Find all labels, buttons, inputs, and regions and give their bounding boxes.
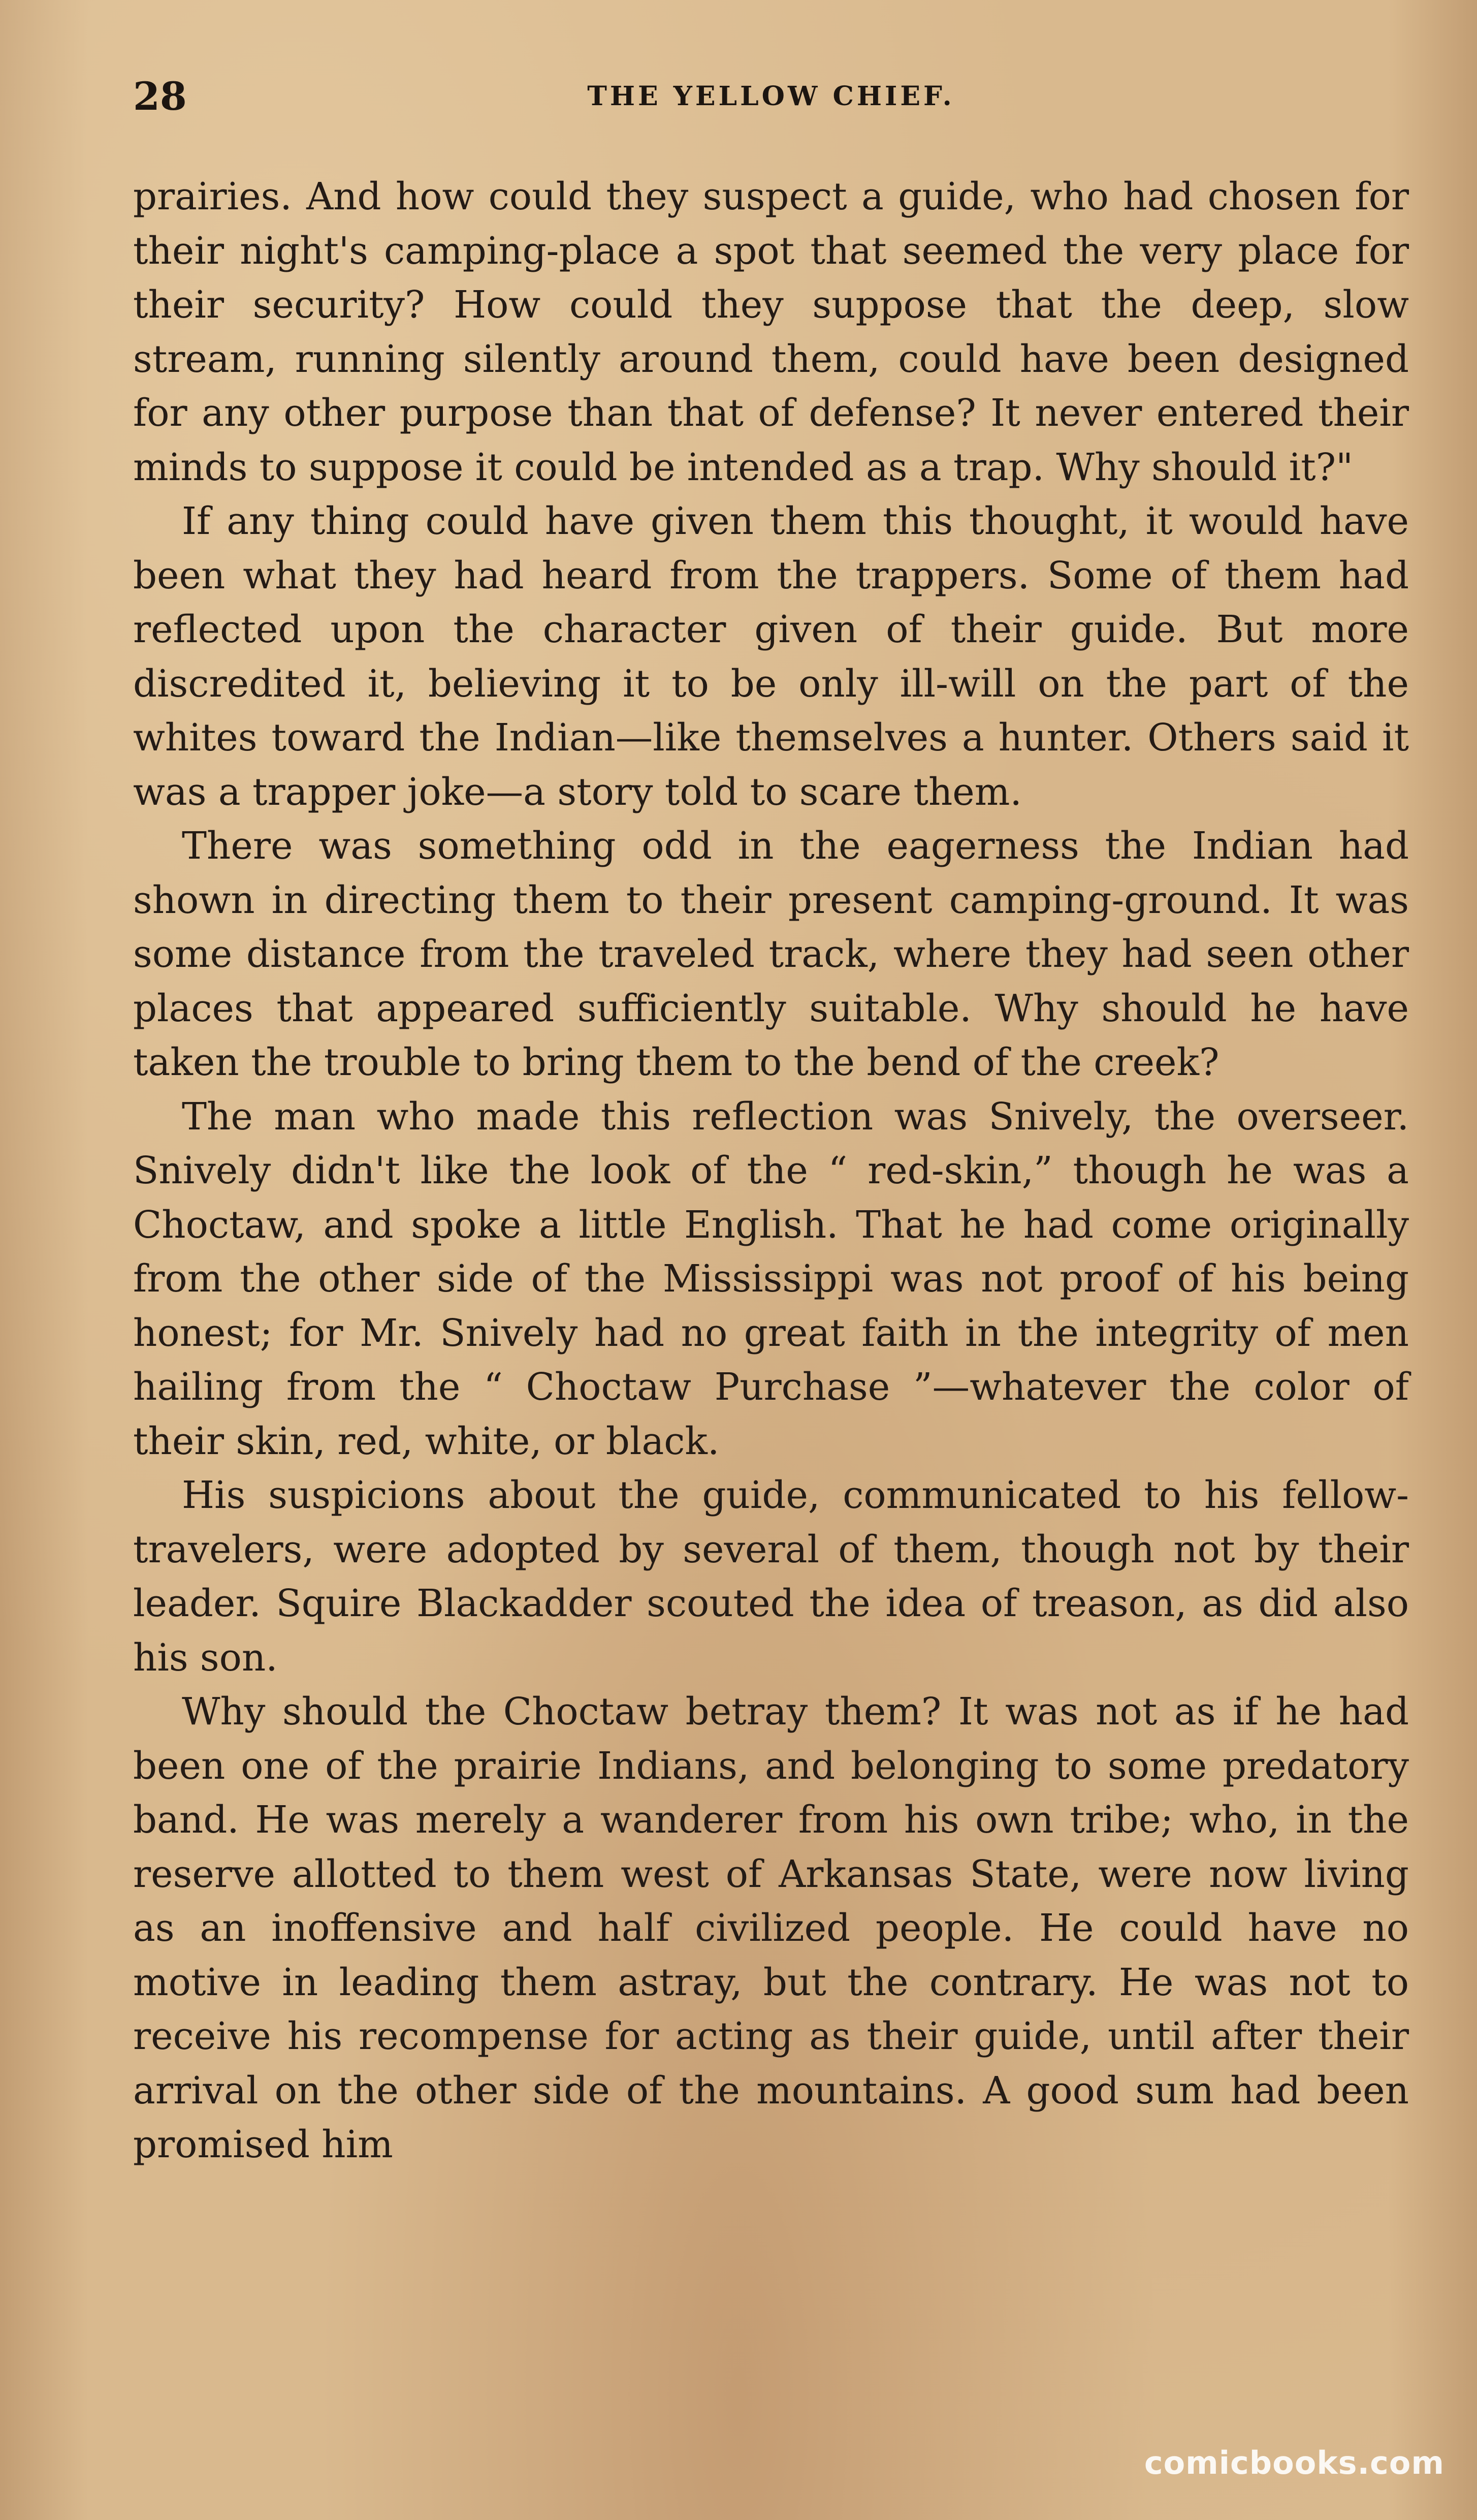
paragraph-5: His suspicions about the guide, communicated to his fellow-travelers, were adopted by several of them, though not by their leader. Squire Blackadder scouted the idea of treason, as did also his son.: [133, 1474, 1409, 1680]
paragraph-1: prairies. And how could they suspect a guide, who had chosen for their night's camping-place a spot that seemed the very place for their security? How could they suppose that the deep, slow stream, running silently around them, could have been designed for any other purpose than that of defense? It never entered their minds to suppose it could be intended as a trap. Why should it?": [133, 175, 1409, 489]
paragraph-2: If any thing could have given them this thought, it would have been what they had heard from the trappers. Some of them had reflected upon the character given of their guide. But more discredited it, believing it to be only ill-will on the part of the whites toward the Indian—like themselves a hunter. Others said it was a trapper joke—a story told to scare them.: [133, 500, 1409, 814]
page-header: [133, 71, 1409, 122]
running-head: THE YELLOW CHIEF.: [587, 81, 955, 112]
watermark: comicbooks.com: [1144, 2444, 1444, 2481]
book-page: [133, 0, 1409, 2520]
paragraph-3: There was something odd in the eagerness the Indian had shown in directing them to their present camping-ground. It was some distance from the traveled track, where they had seen other places that appeared sufficiently suitable. Why should he have taken the trouble to bring them to the bend of the creek?: [133, 825, 1409, 1084]
page-number: 28: [133, 74, 187, 119]
paragraph-4: The man who made this reflection was Snively, the overseer. Snively didn't like the look of the “ red-skin,” though he was a Choctaw, and spoke a little English. That he had come originally from the other side of the Mississippi was not proof of his being honest; for Mr. Snively had no great faith in the integrity of men hailing from the “ Choctaw Purchase ”—whatever the color of their skin, red, white, or black.: [133, 1095, 1409, 1463]
body-text: [133, 170, 1409, 2172]
paragraph-6: Why should the Choctaw betray them? It was not as if he had been one of the prairie Indians, and belonging to some predatory band. He was merely a wanderer from his own tribe; who, in the reserve allotted to them west of Arkansas State, were now living as an inoffensive and half civilized people. He could have no motive in leading them astray, but the contrary. He was not to receive his recompense for acting as their guide, until after their arrival on the other side of the mountains. A good sum had been promised him: [133, 1690, 1409, 2166]
